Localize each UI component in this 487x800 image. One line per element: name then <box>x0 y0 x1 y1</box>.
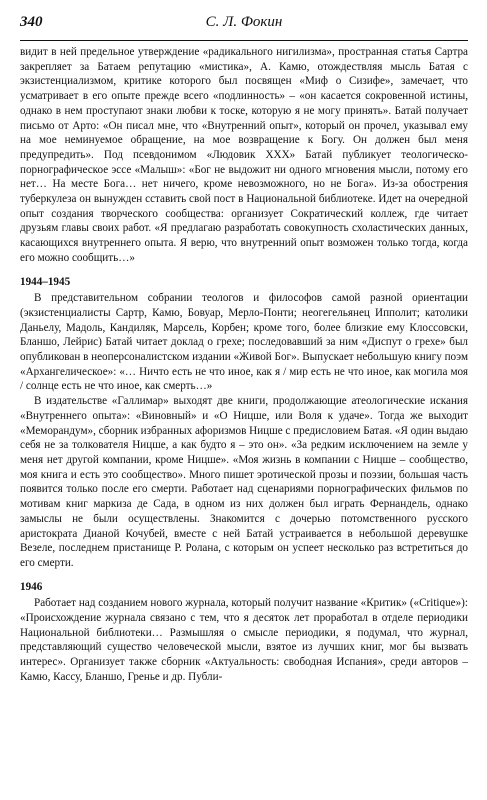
paragraph-4: Работает над созданием нового журнала, который получит название «Критик» («Critique»): «Происхождение журнала связано с тем, что я десяток лет проработал в отделе периодики Национальной библиотеки… Размышляя о смысле периодики, я подумал, что журнал, представляющий существо человеческой мысли, взятое из лучших книг, мог бы вызвать интерес». Организует также сборник «Актуальность: свободная Испания», среди авторов – Камю, Кассу, Бланшо, Гренье и др. Публи- <box>20 597 468 683</box>
header-rule <box>20 40 468 41</box>
page-number: 340 <box>20 14 43 30</box>
section-heading-1944-1945: 1944–1945 <box>20 275 71 288</box>
section-heading-1946: 1946 <box>20 580 43 593</box>
running-head: С. Л. Фокин <box>205 14 283 30</box>
paragraph-2: В представительном собрании теологов и философов самой разной ориентации (экзистенциалисты Сартр, Камю, Бовуар, Мерло-Понти; неогегельянец Ипполит; католики Даньелу, Мадоль, Кандиляк, Марсель, Корбен; кроме того, более близкие ему Клоссовски, Бланшо, Лейрис) Батай читает доклад о грехе; последовавший за ним «Диспут о грехе» был опубликован в неоперсоналистском издании «Живой Бог». Выпускает небольшую книгу поэм «Архангелическое»: «… Ничто есть не что иное, как я / мир есть не что иное, как могила моя / солнце есть не что иное, как смерть…» <box>20 292 468 393</box>
book-page <box>20 14 468 685</box>
page-header <box>20 14 468 38</box>
paragraph-1: видит в ней предельное утверждение «радикального нигилизма», пространная статья Сартра закрепляет за Батаем репутацию «мистика», А. Камю, отождествляя мысль Батая с экзистенциализмом, критике которого был посвящен «Миф о Сизифе», замечает, что усматривает в его опыте прежде всего «подлинность» – «он касается сокровенной истины, однако в нем проступают знаки любви к тоске, которую я не могу принять». Батай получает письмо от Арто: «Он писал мне, что «Внутренний опыт», который он прочел, указывал ему на мое неминуемое обращение, на мое возвращение к Богу. Он должен был меня предупредить». Под псевдонимом «Людовик XXX» Батай публикует теологическо-порнографическое эссе «Малыш»: «Бог не выдожит ни одного мгновения мысли, потому его нет… На месте Бога… нет ничего, кроме невозможного, но не Бога». Из-за обострения туберкулеза он вынужден сставить свой пост в Национальной библиотеке. Идет на очередной опыт создания творческого сообщества: организует Сократический коллеж, где читает друзьям главы своих работ. «Я предлагаю разработать совокупность схоластических данных, касающихся внутреннего опыта. Я верю, что внутренний опыт возможен только тогда, когда его можно сообщить…» <box>20 46 468 264</box>
paragraph-3: В издательстве «Галлимар» выходят две книги, продолжающие атеологические искания «Внутреннего опыта»: «Виновный» и «О Ницше, или Воля к удаче». Тогда же выходит «Меморандум», сборник избранных афоризмов Ницше с предисловием Батая. «Я один выдаю себя не за толкователя Ницше, а как будто я – это он». «За редким исключением на земле у меня нет другой компании, кроме Ницше». «Моя жизнь в компании с Ницше – сообщество, моя книга и есть это сообщество». Много пишет эротической прозы и поэзии, большая часть появится только после его смерти. Работает над сценариями порнографических фильмов по мотивам книг маркиза де Сада, в одном из них должен был играть Фернандель, однако замыслы не были осуществлены. Знакомится с дочерью потомственного русского аристократа Дианой Кочубей, вместе с ней Батай устраивается в небольшой деревушке Везеле, последнем пристанище Р. Ролана, с которым он успеет несколько раз встретиться до его смерти. <box>20 395 468 569</box>
